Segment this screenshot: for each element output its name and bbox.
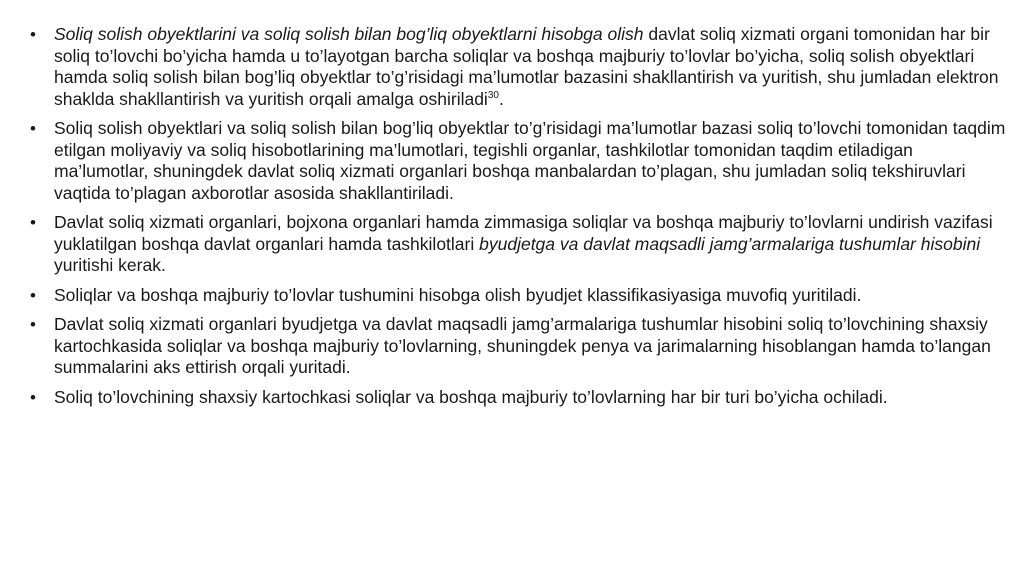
footnote-ref: 30 xyxy=(487,89,499,101)
bullet-item-3 xyxy=(26,212,1006,277)
bullet-1-italic-lead: Soliq solish obyektlarini va soliq solish bilan bog’liq obyektlarni hisobga olish xyxy=(54,24,644,44)
bullet-item-4 xyxy=(26,285,1006,307)
bullet-4-text: Soliqlar va boshqa majburiy to’lovlar tushumini hisobga olish byudjet klassifikasiyasiga muvofiq yuritiladi. xyxy=(54,284,862,305)
bullet-3-text: Davlat soliq xizmati organlari, bojxona organlari hamda zimmasiga soliqlar va boshqa majburiy to’lovlarni undirish vazifasi yuklatilgan boshqa davlat organlari hamda tashkilotlari xyxy=(54,212,993,254)
bullet-item-5 xyxy=(26,314,1006,379)
bullet-marker: • xyxy=(30,213,36,232)
bullet-marker: • xyxy=(30,119,36,138)
bullet-2-text: Soliq solish obyektlari va soliq solish bilan bog’liq obyektlar to’g’risidagi ma’lumotlar bazasi soliq to’lovchi tomonidan taqdim etilgan moliyaviy va soliq hisobotlarining ma’lumotlari, tegishli organlar, tashkilotlar tomonidan taqdim etiladigan ma’lumotlar, shuningdek davlat soliq xizmati organlari boshqa manbalardan to’plagan, shu jumladan soliq tekshiruvlari vaqtida to’plagan axborotlar asosida shakllantiriladi. xyxy=(54,118,1006,203)
bullet-3-italic-tail: byudjetga va davlat maqsadli jamg’armalariga tushumlar hisobini xyxy=(479,233,981,254)
bullet-marker: • xyxy=(30,387,36,407)
bullet-item-1 xyxy=(26,24,1006,110)
bullet-marker: • xyxy=(30,315,36,334)
bullet-5-text: Davlat soliq xizmati organlari byudjetga va davlat maqsadli jamg’armalariga tushumlar hisobini soliq to’lovchining shaxsiy kartochkasida soliqlar va boshqa majburiy to’lovlarning, shuningdek penya va jarimalarning hisoblangan hamda to’langan summalarini aks ettirish orqali yuritadi. xyxy=(54,314,991,377)
bullet-marker: • xyxy=(30,285,36,305)
bullet-1-text: davlat soliq xizmati organi tomonidan har bir soliq to’lovchi bo’yicha hamda u to’layotgan barcha soliqlar va boshqa majburiy to’lovlar bo’yicha, soliq solish obyektlari hamda soliq solish bilan bog’liq obyektlar to’g’risidagi ma’lumotlar bazasini shakllantirish va yuritish, shu jumladan elektron shaklda shakllantirish va yuritish orqali amalga oshiriladi xyxy=(54,24,999,109)
bullet-marker: • xyxy=(30,25,36,44)
bullet-item-2 xyxy=(26,118,1006,204)
bullet-item-6 xyxy=(26,387,1006,409)
bullet-3-tail: yuritishi kerak. xyxy=(54,255,166,275)
bullet-1-tail: . xyxy=(498,88,504,109)
bullet-list xyxy=(26,24,1006,408)
bullet-6-text: Soliq to’lovchining shaxsiy kartochkasi soliqlar va boshqa majburiy to’lovlarning har bir turi bo’yicha ochiladi. xyxy=(54,386,888,407)
slide-content xyxy=(26,24,1006,416)
